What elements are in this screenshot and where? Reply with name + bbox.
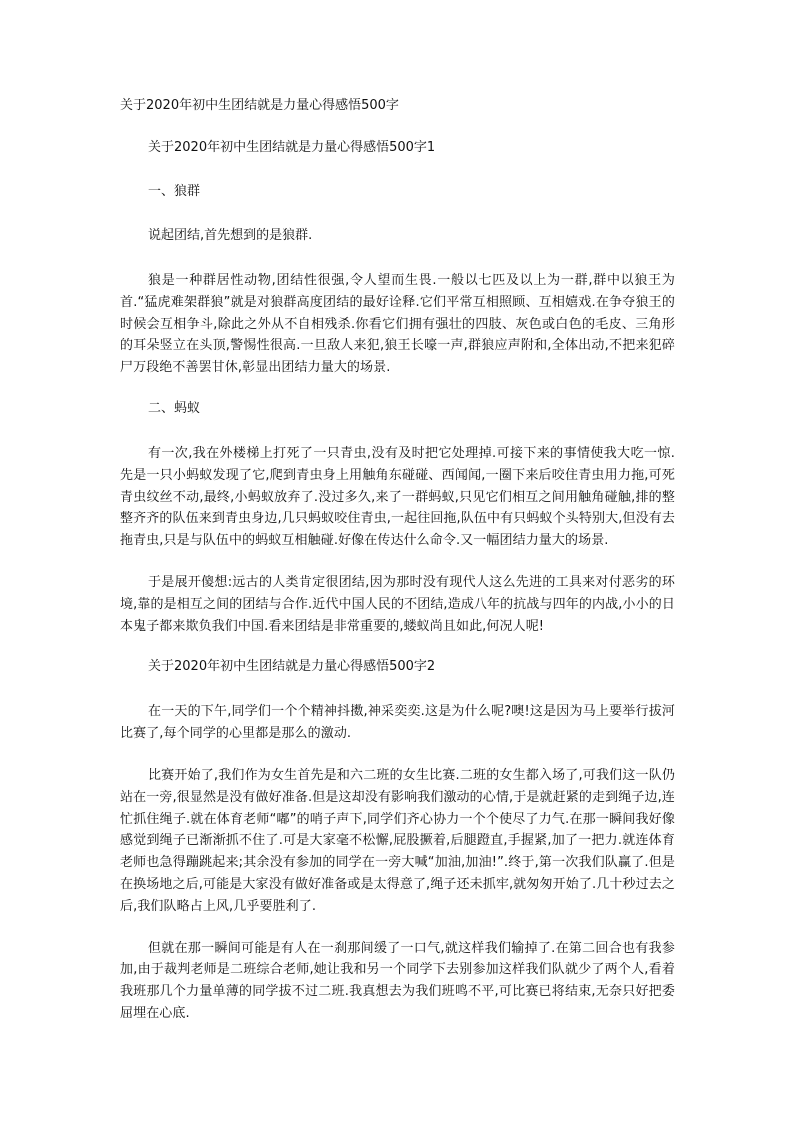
document-title: 关于2020年初中生团结就是力量心得感悟500字 — [120, 98, 399, 113]
paragraph-ants-story: 有一次,我在外楼梯上打死了一只青虫,没有及时把它处理掉.可接下来的事情使我大吃一惊.先是一只小蚂蚁发现了它,爬到青虫身上用触角东碰碰、西闻闻,一圈下来后咬住青虫用力拖,可死青虫纹丝不动,最终,小蚂蚁放弃了.没过多久,来了一群蚂蚁,只见它们相互之间用触角碰触,排的整整齐齐的队伍来到青虫身边,几只蚂蚁咬住青虫,一起往回拖,队伍中有只蚂蚁个头特别大,但没有去拖青虫,只是与队伍中的蚂蚁互相触碰.好像在传达什么命令.又一幅团结力量大的场景. — [120, 445, 675, 549]
document-body — [120, 96, 675, 1045]
paragraph-tug-ending: 但就在那一瞬间可能是有人在一刹那间缓了一口气,就这样我们输掉了.在第二回合也有我参加,由于裁判老师是二班综合老师,她让我和另一个同学下去别参加这样我们队就少了两个人,看着我班那几个力量单薄的同学拔不过二班.我真想去为我们班鸣不平,可比赛已将结束,无奈只好把委屈埋在心底. — [120, 940, 675, 1021]
paragraph-tug-match: 比赛开始了,我们作为女生首先是和六二班的女生比赛.二班的女生都入场了,可我们这一队仍站在一旁,很显然是没有做好准备.但是这却没有影响我们激动的心情,于是就赶紧的走到绳子边,连忙抓住绳子.就在体育老师“嘟”的哨子声下,同学们齐心协力一个个使尽了力气.在那一瞬间我好像感觉到绳子已渐渐抓不住了.可是大家毫不松懈,屁股撅着,后腿蹬直,手握紧,加了一把力.就连体育老师也急得蹦跳起来;其余没有参加的同学在一旁大喊“加油,加油!”.终于,第一次我们队赢了.但是在换场地之后,可能是大家没有做好准备或是太得意了,绳子还未抓牢,就匆匆开始了.几十秒过去之后,我们队略占上风,几乎要胜利了. — [120, 767, 675, 914]
paragraph-wolves-intro: 说起团结,首先想到的是狼群. — [148, 228, 313, 243]
subheading-ants: 二、蚂蚁 — [148, 400, 201, 416]
paragraph-ants-reflection: 于是展开傻想:远古的人类肯定很团结,因为那时没有现代人这么先进的工具来对付恶劣的环境,靠的是相互之间的团结与合作.近代中国人民的不团结,造成八年的抗战与四年的内战,小小的日本鬼子都来欺负我们中国.看来团结是非常重要的,蝼蚁尚且如此,何况人呢! — [120, 574, 675, 634]
section-heading-1: 关于2020年初中生团结就是力量心得感悟500字1 — [148, 140, 436, 155]
subheading-wolves: 一、狼群 — [148, 184, 201, 199]
section-heading-2: 关于2020年初中生团结就是力量心得感悟500字2 — [148, 659, 436, 675]
paragraph-tug-intro: 在一天的下午,同学们一个个精神抖擞,神采奕奕.这是为什么呢?噢!这是因为马上要举行拔河比赛了,每个同学的心里都是那么的激动. — [120, 704, 675, 742]
paragraph-wolves-body: 狼是一种群居性动物,团结性很强,令人望而生畏.一般以七匹及以上为一群,群中以狼王为首.“猛虎难架群狼”就是对狼群高度团结的最好诠释.它们平常互相照顾、互相嬉戏.在争夺狼王的时候会互相争斗,除此之外从不自相残杀.你看它们拥有强壮的四肢、灰色或白色的毛皮、三角形的耳朵竖立在头顶,警惕性很高.一旦敌人来犯,狼王长嚎一声,群狼应声附和,全体出动,不把来犯碎尸万段绝不善罢甘休,彰显出团结力量大的场景. — [120, 273, 675, 376]
